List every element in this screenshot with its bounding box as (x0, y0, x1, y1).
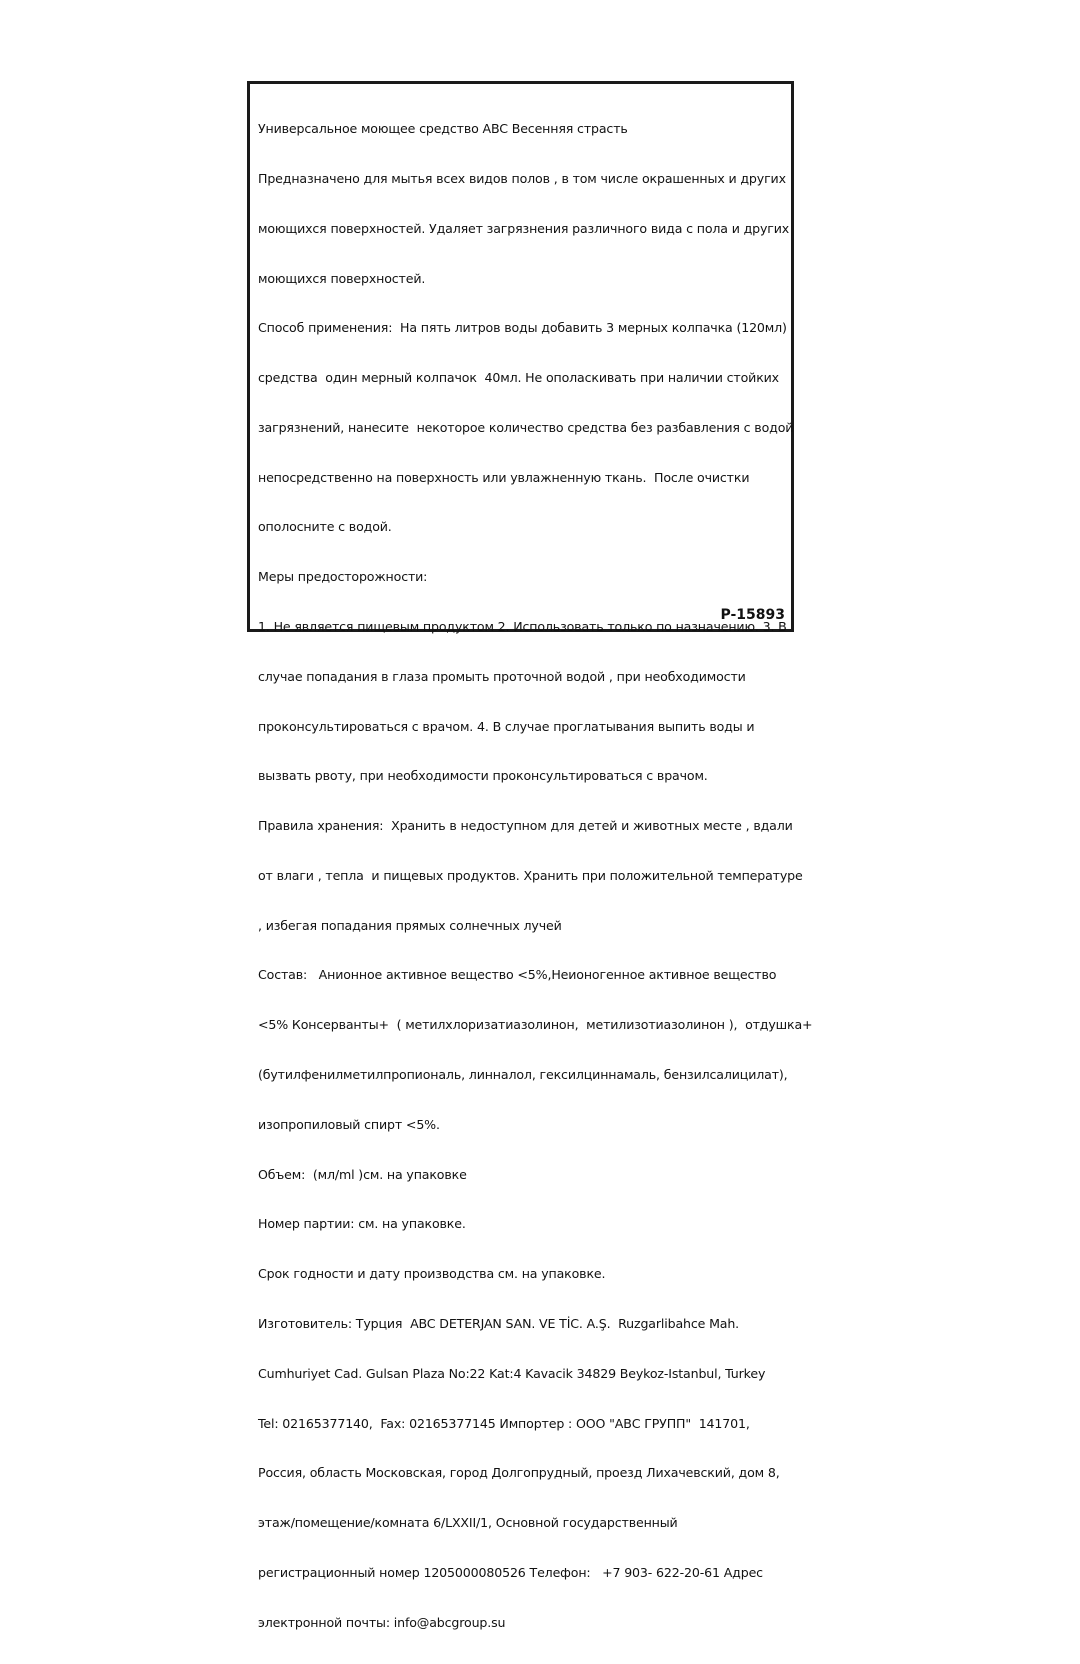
label-line: Срок годности и дату производства см. на упаковке. (258, 1266, 606, 1282)
label-line: вызвать рвоту, при необходимости проконсультироваться с врачом. (258, 768, 708, 784)
label-line: проконсультироваться с врачом. 4. В случае проглатывания выпить воды и (258, 718, 755, 734)
label-line: Состав: Анионное активное вещество <5%,Неионогенное активное вещество (258, 967, 777, 983)
label-line: моющихся поверхностей. Удаляет загрязнения различного вида с пола и других (258, 220, 790, 236)
label-line: загрязнений, нанесите некоторое количество средства без разбавления с водой (258, 419, 794, 435)
product-code: P-15893 (720, 607, 785, 623)
product-label (247, 81, 813, 1630)
label-line: непосредственно на поверхность или увлажненную ткань. После очистки (258, 469, 750, 485)
label-line: электронной почты: info@abcgroup.su (258, 1614, 506, 1630)
label-line: этаж/помещение/комната 6/LXXII/1, Основной государственный (258, 1515, 678, 1531)
label-line: регистрационный номер 1205000080526 Телефон: +7 903- 622-20-61 Адрес (258, 1564, 763, 1580)
label-line: Предназначено для мытья всех видов полов , в том числе окрашенных и других (258, 170, 786, 186)
label-line: Cumhuriyet Cad. Gulsan Plaza No:22 Kat:4 Kavacik 34829 Beykoz-Istanbul, Turkey (258, 1365, 766, 1381)
label-line: Tel: 02165377140, Fax: 02165377145 Импортер : ООО "АВС ГРУПП" 141701, (258, 1415, 750, 1431)
label-line: изопропиловый спирт <5%. (258, 1116, 440, 1132)
label-line: моющихся поверхностей. (258, 270, 426, 286)
label-line: <5% Консерванты+ ( метилхлоризатиазолинон, метилизотиазолинон ), отдушка+ (258, 1017, 813, 1033)
label-line: 1. Не является пищевым продуктом 2. Использовать только по назначению. 3. В (258, 619, 787, 634)
label-line: , избегая попадания прямых солнечных лучей (258, 917, 562, 933)
label-line: Меры предосторожности: (258, 569, 428, 585)
label-line: Изготовитель: Турция ABC DETERJAN SAN. VE TİC. A.Ş. Ruzgarlibahce Mah. (258, 1315, 740, 1331)
label-text-block (258, 88, 813, 1664)
label-line: Способ применения: На пять литров воды добавить 3 мерных колпачка (120мл) (258, 320, 787, 336)
label-line: Номер партии: см. на упаковке. (258, 1216, 466, 1232)
label-line: (бутилфенилметилпропиональ, линналол, гексилциннамаль, бензилсалицилат), (258, 1067, 788, 1083)
label-line: от влаги , тепла и пищевых продуктов. Хранить при положительной температуре (258, 867, 803, 883)
label-line: Объем: (мл/ml )см. на упаковке (258, 1166, 467, 1182)
label-line: ополосните с водой. (258, 519, 392, 535)
label-line: Россия, область Московская, город Долгопрудный, проезд Лихачевский, дом 8, (258, 1465, 780, 1481)
label-line: Правила хранения: Хранить в недоступном для детей и животных месте , вдали (258, 818, 793, 834)
label-line: средства один мерный колпачок 40мл. Не ополаскивать при наличии стойких (258, 370, 779, 386)
label-line: Универсальное моющее средство ABC Весенняя страсть (258, 121, 628, 137)
label-line: случае попадания в глаза промыть проточной водой , при необходимости (258, 668, 746, 684)
